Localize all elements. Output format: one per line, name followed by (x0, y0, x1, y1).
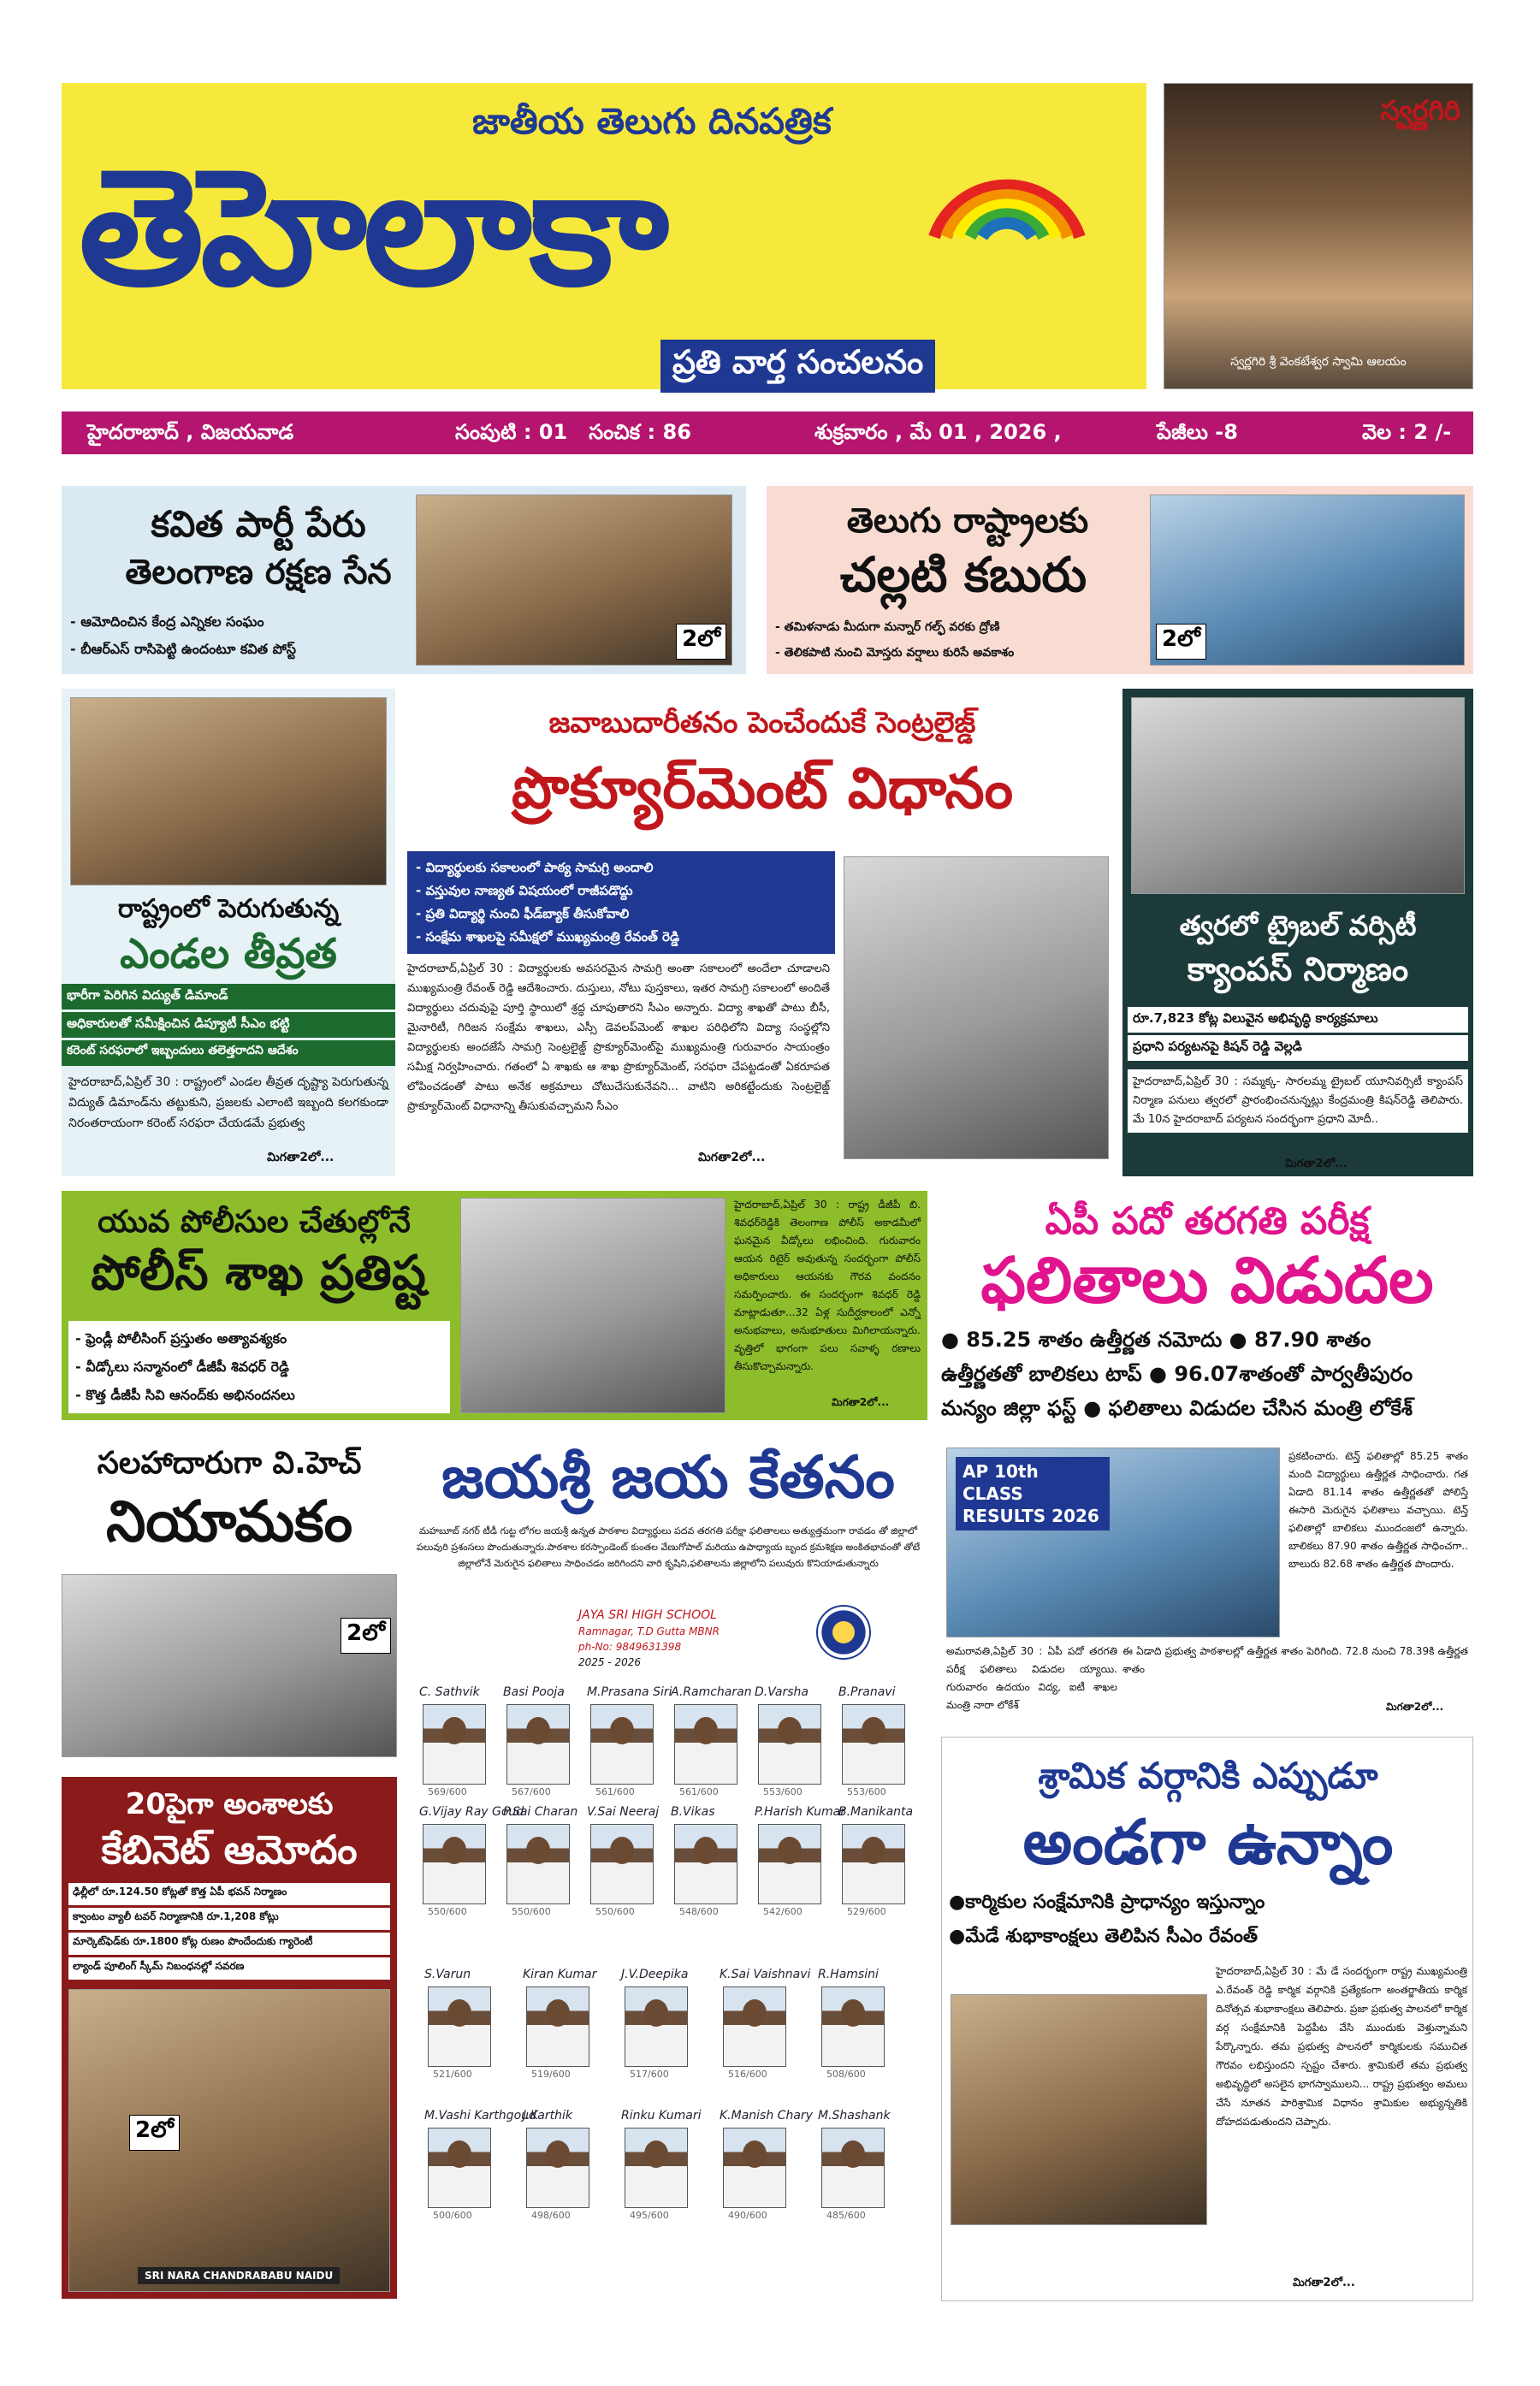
headline-line1: ఏపీ పదో తరగతి పరీక్ష (1045, 1199, 1370, 1243)
student-score: 569/600 (428, 1786, 467, 1797)
headline-line2: అండగా ఉన్నాం (1022, 1806, 1394, 1878)
student-score: 498/600 (531, 2210, 571, 2221)
student-photo (526, 2128, 589, 2208)
headline-line2: నియామకం (105, 1489, 353, 1554)
student-name: K.Manish Chary (720, 2109, 813, 2123)
banner-2: అధికారులతో సమీక్షించిన డిప్యూటీ సీఎం భట్టి (62, 1012, 395, 1038)
student-photo (674, 1704, 737, 1785)
lokesh-results-photo (946, 1448, 1280, 1637)
continue-tag: మిగతా2లో... (832, 1396, 890, 1408)
student-photo (590, 1824, 654, 1904)
student-score: 553/600 (763, 1786, 803, 1797)
banner-3: మార్కెట్‌ఫెడ్‌కు రూ.1800 కోట్ల రుణం పొందేందుకు గ్యారెంటీ (68, 1933, 390, 1955)
dgp-photo (460, 1198, 726, 1413)
student-name: D.Varsha (755, 1685, 808, 1699)
ad-brand: స్వర్ణగిరి (1380, 94, 1460, 127)
student-name: M.Vashi Karthgoud (424, 2109, 536, 2123)
student-photo (625, 1986, 688, 2067)
bullet-3: - కొత్త డీజీపీ సివి ఆనంద్‌కు అభినందనలు (75, 1387, 295, 1403)
volume-issue: సంపుటి : 01 సంచిక : 86 (455, 420, 691, 444)
bullet-2: - వస్తువుల నాణ్యత విషయంలో రాజీపడొద్దు (416, 883, 633, 898)
student-score: 529/600 (847, 1906, 886, 1917)
student-name: K.Sai Vaishnavi (720, 1968, 811, 1981)
page-count: పేజీలు -8 (1157, 420, 1238, 444)
student-photo (506, 1704, 570, 1785)
student-photo (723, 1986, 786, 2067)
school-logo (816, 1605, 871, 1660)
bhatti-photo (70, 697, 387, 885)
student-name: Rinku Kumari (621, 2109, 702, 2123)
story-body: హైదరాబాద్,ఏప్రిల్ 30 : విద్యార్థులకు అవసరమైన సామగ్రి అంతా సకాలంలో అందేలా చూడాలని ముఖ్యమంత్రి రేవంత్ రెడ్డి ఆదేశించారు. దుస్తులు, నోటు పుస్తకాలు, ఇతర సామగ్రి సకాలంలో అందితే విద్యార్థులు చదువుపై పూర్తి స్థాయిలో శ్రద్ధ చూపుతారని సీఎం అన్నారు. విద్యా శాఖతో పాటు బీసీ, మైనారిటీ, గిరిజన సంక్షేమ శాఖలు, ఎస్సీ డెవలప్‌మెంట్ శాఖల పరిధిలోని విద్యా సంస్థల్లోని విద్యార్థులకు అందజేసే సామగ్రి సెంట్రలైజ్డ్ ప్రొక్యూర్‌మెంట్‌పై ముఖ్యమంత్రి గురువారం సాయంత్రం సమీక్ష నిర్వహించారు. గతంలో ఏ శాఖకు ఆ శాఖ ప్రొక్యూర్‌మెంట్, సరఫరా చేపట్టడంతో ఏకరూపత లోపించడంతో పాటు అనేక అక్రమాలు చోటుచేసుకునేవని... వాటిని అరికట్టేందుకు సెంట్రలైజ్డ్ ప్రొక్యూర్‌మెంట్ విధానాన్ని తీసుకువచ్చామని సీఎం (407, 962, 830, 1113)
story-body-middle: ఈ ఏడాది ప్రభుత్వ పాఠశాలల్లో ఉత్తీర్ణత శాతం పెరిగింది. 72.8 నుంచి 78.39కి ఉత్తీర్ణత శాతం (1122, 1645, 1468, 1675)
story-body: హైదరాబాద్,ఏప్రిల్ 30 : రాష్ట్రంలో ఎండల తీవ్రత దృష్ట్యా పెరుగుతున్న విద్యుత్ డిమాండ్‌ను తట్టుకుని, ప్రజలకు ఎలాంటి ఇబ్బంది కలగకుండా నిరంతరాయంగా కరెంట్ సరఫరా చేయడమే ప్రభుత్వ (68, 1075, 388, 1130)
story-weather (767, 486, 1473, 674)
story-body: హైదరాబాద్,ఏప్రిల్ 30 : రాష్ట్ర డీజీపీ బి. శివధర్‌రెడ్డికి తెలంగాణ పోలీస్ అకాడమీలో ఘనమైన వీడ్కోలు లభించింది. గురువారం ఆయన రిటైర్ అవుతున్న సందర్భంగా పోలీస్ అధికారులు ఆయనకు గౌరవ వందనం సమర్పించారు. ఈ సందర్భంగా శివధర్ రెడ్డి మాట్లాడుతూ...32 ఏళ్ల సుదీర్ఘకాలంలో ఎన్నో అనుభవాలు, అనుభూతులు మిగిలాయన్నారు. వృత్తిలో భాగంగా పలు సవాళ్ళ రణాలు తీసుకొచ్చామన్నారు. (734, 1199, 921, 1372)
student-name: S.Varun (424, 1968, 471, 1981)
continue-tag: మిగతా2లో... (698, 1151, 766, 1164)
bullet-2: - తెలికపాటి నుంచి మోస్తరు వర్షాలు కురిసే అవకాశం (775, 646, 1015, 660)
headline-line1: సలహాదారుగా వి.హెచ్ (97, 1446, 362, 1481)
headline-line1: యువ పోలీసుల చేతుల్లోనే (98, 1205, 411, 1240)
student-photo (821, 1986, 885, 2067)
student-score: 548/600 (679, 1906, 719, 1917)
photo-caption: SRI NARA CHANDRABABU NAIDU (138, 2267, 340, 2284)
continue-tag: మిగతా2లో... (1293, 2276, 1355, 2289)
school-name: JAYA SRI HIGH SCHOOL (578, 1608, 717, 1622)
bullet-1: - తమిళనాడు మీదుగా మన్నార్ గల్ఫ్ వరకు ద్రోణి (775, 620, 1000, 634)
story-heatwave (62, 689, 395, 1176)
price: వెల : 2 /- (1362, 420, 1452, 444)
headline-line2: చల్లటి కబురు (839, 548, 1087, 603)
masthead-motto: ప్రతి వార్త సంచలనం (660, 340, 935, 393)
story-body: హైదరాబాద్,ఏప్రిల్ 30 : మే డే సందర్భంగా రాష్ట్ర ముఖ్యమంత్రి ఎ.రేవంత్ రెడ్డి కార్మిక వర్గానికి ప్రత్యేకంగా అంతర్జాతీయ కార్మిక దినోత్సవ శుభాకాంక్షలు తెలిపారు. ప్రజా ప్రభుత్వ పాలనలో కార్మిక వర్గ సంక్షేమానికి పెద్దపీట వేసి ముందుకు వెళ్తున్నామని పేర్కొన్నారు. తమ ప్రభుత్వ పాలనలో కార్మికులకు సముచిత గౌరవం లభిస్తుందని స్పష్టం చేశారు. శ్రామికులే తమ ప్రభుత్వ అభివృద్ధిలో అసలైన భాగస్వాములని... రాష్ట్ర ప్రభుత్వం అమలు చేసే నూతన పారిశ్రామిక విధానం శ్రామికుల అభ్యున్నతికి దోహదపడుతుందని చెప్పారు. (1216, 1965, 1467, 2128)
continue-tag: మిగతా2లో... (1285, 1157, 1348, 1170)
headline-line2: ఎండల తీవ్రత (120, 930, 337, 978)
student-score: 550/600 (428, 1906, 467, 1917)
rainbow-logo (917, 117, 1088, 246)
bullet-4: - సంక్షేమ శాఖలపై సమీక్షలో ముఖ్యమంత్రి రేవంత్ రెడ్డి (416, 929, 680, 944)
school-phone: ph-No: 9849631398 (578, 1641, 682, 1653)
student-score: 516/600 (728, 2069, 767, 2080)
masthead (62, 83, 1146, 389)
vh-photo (62, 1574, 397, 1757)
continue-tag: మిగతా2లో... (267, 1151, 335, 1164)
headline-line1: 20పైగా అంశాలకు (125, 1787, 334, 1821)
headline-line1: రాష్ట్రంలో పెరుగుతున్న (117, 894, 340, 924)
story-body-right: ప్రకటించారు. టెన్త్ ఫలితాల్లో 85.25 శాతం మంది విద్యార్థులు ఉత్తీర్ణత సాధించారు. గత ఏడాది 81.14 శాతం ఉత్తీర్ణతతో పోలిస్తే ఈసారి మెరుగైన ఫలితాలు వచ్చాయి. టెన్త్ ఫలితాల్లో బాలికలు ముందంజలో ఉన్నారు. బాలికలు 87.90 శాతం ఉత్తీర్ణత సాధించగా.. బాలురు 82.68 శాతం ఉత్తీర్ణత పొందారు. (1288, 1450, 1468, 1570)
student-score: 495/600 (630, 2210, 669, 2221)
student-score: 521/600 (433, 2069, 472, 2080)
bullet-box (407, 851, 835, 954)
story-vh-appointment (62, 1437, 397, 1762)
ad-caption: స్వర్ణగిరి శ్రీ వెంకటేశ్వర స్వామి ఆలయం (1230, 355, 1407, 369)
story-mayday (941, 1737, 1473, 2301)
revanth-mayday-photo (951, 1994, 1207, 2225)
student-name: A.Ramcharan (671, 1685, 752, 1699)
page2-tag: 2లో (341, 1618, 391, 1654)
headline-line1: శ్రామిక వర్గానికి ఎప్పుడూ (1038, 1755, 1378, 1797)
revanth-reddy-photo (844, 856, 1109, 1159)
story-tribal-university (1122, 689, 1473, 1176)
banner-4: ల్యాండ్ పూలింగ్ స్కీమ్ నిబంధనల్లో సవరణ (68, 1957, 390, 1980)
headline-line2: పోలీస్ శాఖ ప్రతిష్ట (91, 1246, 426, 1301)
student-score: 519/600 (531, 2069, 571, 2080)
chandrababu-photo (68, 1989, 390, 2292)
student-name: Kiran Kumar (523, 1968, 597, 1981)
masthead-title: తెహెలాకా (79, 134, 666, 322)
edition-cities: హైదరాబాద్ , విజయవాడ (87, 420, 294, 444)
bullet-1: - విద్యార్థులకు సకాలంలో పాఠ్య సామగ్రి అందాలి (416, 860, 654, 875)
student-photo (526, 1986, 589, 2067)
kavitha-photo (416, 494, 732, 666)
student-name: J.Karthik (523, 2109, 572, 2123)
student-score: 490/600 (728, 2210, 767, 2221)
student-name: P.Sai Charan (503, 1805, 578, 1819)
student-name: M.Shashank (818, 2109, 891, 2123)
headline-line1: తెలుగు రాష్ట్రాలకు (846, 501, 1089, 541)
issue-date: శుక్రవారం , మే 01 , 2026 , (814, 420, 1062, 444)
student-photo (423, 1824, 486, 1904)
student-score: 561/600 (679, 1786, 719, 1797)
student-photo (625, 2128, 688, 2208)
story-body: హైదరాబాద్,ఏప్రిల్ 30 : సమ్మక్క- సారలమ్మ ట్రైబల్ యూనివర్సిటీ క్యాంపస్ నిర్మాణ పనులు త్వరలో ప్రారంభించనున్నట్లు కేంద్రమంత్రి కిషన్‌రెడ్డి తెలిపారు. మే 10న హైదరాబాద్ పర్యటన సందర్భంగా ప్రధాని మోదీ.. (1128, 1069, 1468, 1133)
banner-3: కరెంట్ సరఫరాలో ఇబ్బందులు తలెత్తరాదని ఆదేశం (62, 1040, 395, 1066)
student-name: B.Vikas (671, 1805, 715, 1819)
student-score: 508/600 (826, 2069, 866, 2080)
headline: ప్రొక్యూర్‌మెంట్ విధానం (511, 755, 1014, 821)
results-banner: AP 10th CLASS RESULTS 2026 (956, 1457, 1110, 1530)
bullet-2: - వీడ్కోలు సన్మానంలో డీజీపీ శివధర్ రెడ్డి (75, 1359, 289, 1375)
student-photo (506, 1824, 570, 1904)
summary-line-3: మన్యం జిల్లా ఫస్ట్ ● ఫలితాలు విడుదల చేసిన మంత్రి లోకేశ్ (941, 1396, 1413, 1420)
page2-tag: 2లో (676, 624, 726, 660)
student-score: 561/600 (595, 1786, 635, 1797)
bullet-2: ●మేడే శుభాకాంక్షలు తెలిపిన సీఎం రేవంత్ (949, 1926, 1259, 1947)
student-name: M.Prasana Siri (587, 1685, 672, 1699)
student-score: 567/600 (512, 1786, 551, 1797)
student-name: G.Vijay Ray Goud (419, 1805, 524, 1819)
page2-tag: 2లో (129, 2115, 180, 2151)
student-name: C. Sathvik (419, 1685, 480, 1699)
student-photo (423, 1704, 486, 1785)
story-body-left: అమరావతి,ఏప్రిల్ 30 : ఏపీ పదో తరగతి పరీక్ష ఫలితాలు విడుదల య్యాయి. గురువారం ఉదయం విద్య, ఐటీ శాఖల మంత్రి నారా లోకేశ్ (946, 1645, 1117, 1711)
student-name: B.Manikanta (838, 1805, 914, 1819)
story-cabinet (62, 1777, 397, 2299)
story-police (62, 1191, 927, 1420)
bullet-2: - బీఆర్ఎస్ రాసిపెట్టి ఉందంటూ కవిత పోస్ట్ (70, 641, 297, 657)
temple-advertisement (1164, 83, 1473, 389)
info-bar (62, 411, 1473, 454)
student-photo (590, 1704, 654, 1785)
student-photo (758, 1824, 821, 1904)
story-procurement (407, 689, 1117, 1176)
umbrella-rain-photo (1150, 494, 1465, 666)
student-name: V.Sai Neeraj (587, 1805, 660, 1819)
student-score: 485/600 (826, 2210, 866, 2221)
student-name: J.V.Deepika (621, 1968, 689, 1981)
summary-line-1: ● 85.25 శాతం ఉత్తీర్ణత నమోదు ● 87.90 శాతం (941, 1328, 1371, 1352)
banner-1: రూ.7,823 కోట్ల విలువైన అభివృద్ధి కార్యక్రమాలు (1128, 1007, 1468, 1033)
student-photo (842, 1824, 905, 1904)
school-address: Ramnagar, T.D Gutta MBNR (578, 1625, 720, 1637)
headline-line1: త్వరలో ట్రైబల్ వర్సిటీ (1179, 909, 1417, 942)
student-score: 542/600 (763, 1906, 803, 1917)
headline-line2: క్యాంపస్ నిర్మాణం (1187, 950, 1409, 988)
continue-tag: మిగతా2లో... (1386, 1701, 1444, 1713)
headline-line2: తెలంగాణ రక్షణ సేన (125, 553, 392, 592)
banner-2: ప్రధాని పర్యటనపై కిషన్ రెడ్డి వెల్లడి (1128, 1035, 1468, 1061)
bullet-1: - ఆమోదించిన కేంద్ర ఎన్నికల సంఘం (70, 613, 264, 630)
student-name: B.Pranavi (838, 1685, 896, 1699)
student-name: R.Hamsini (818, 1968, 879, 1981)
academic-year: 2025 - 2026 (578, 1656, 642, 1668)
bullet-3: - ప్రతి విద్యార్థి నుంచి ఫీడ్‌బ్యాక్ తీసుకోవాలి (416, 906, 630, 921)
intro-text: మహబూబ్ నగర్ టీడీ గుట్ట లోగల జయశ్రీ ఉన్నత పాఠశాల విద్యార్థులు పదవ తరగతి పరీక్షా ఫలితాలలు అత్యుత్తమంగా రావడం తో జిల్లాలో పలువురి ప్రశంసలు పొందుతున్నారు.పాఠశాల కరస్పాండెంట్ కుంతల వేణుగోపాల్ మరియు ఉపాధ్యాయ బృంద క్రమశిక్షణ అంకితభావంతో తోటే జిల్లాలోనే మెరుగైన ఫలితాలు సాధించడం జరిగిందని వారి కృషిని,ఫలితాలను జిల్లాలోని పలువురు కొనియాడుతున్నారు (416, 1525, 921, 1569)
headline: జయశ్రీ జయ కేతనం (441, 1444, 895, 1512)
student-name: Basi Pooja (503, 1685, 565, 1699)
student-photo (842, 1704, 905, 1785)
student-score: 550/600 (512, 1906, 551, 1917)
student-photo (821, 2128, 885, 2208)
banner-1: భారీగా పెరిగిన విద్యుత్ డిమాండ్ (62, 984, 395, 1009)
masthead-tagline: జాతీయ తెలుగు దినపత్రిక (472, 100, 832, 142)
banner-2: క్వాంటం వ్యాలీ టవర్ నిర్మాణానికి రూ.1,208 కోట్లు (68, 1908, 390, 1930)
student-score: 553/600 (847, 1786, 886, 1797)
bullet-1: - ఫ్రెండ్లీ పోలీసింగ్ ప్రస్తుతం అత్యావశ్యకం (75, 1330, 287, 1347)
kicker: జవాబుదారీతనం పెంచేందుకే సెంట్రలైజ్డ్ (548, 706, 976, 740)
story-jayasri-school (407, 1437, 929, 2301)
story-kavitha-party (62, 486, 746, 674)
student-score: 550/600 (595, 1906, 635, 1917)
headline-line2: ఫలితాలు విడుదల (980, 1244, 1434, 1317)
story-ap-tenth-results (941, 1191, 1473, 1721)
student-score: 517/600 (630, 2069, 669, 2080)
headline-line2: కేబినెట్ ఆమోదం (101, 1827, 358, 1873)
summary-line-2: ఉత్తీర్ణతతో బాలికలు టాప్ ● 96.07శాతంతో పార్వతీపురం (941, 1362, 1413, 1386)
student-photo (758, 1704, 821, 1785)
bullet-box (68, 1321, 450, 1413)
headline-line1: కవిత పార్టీ పేరు (151, 503, 366, 545)
student-photo (723, 2128, 786, 2208)
student-score: 500/600 (433, 2210, 472, 2221)
student-photo (428, 2128, 491, 2208)
student-photo (428, 1986, 491, 2067)
page2-tag: 2లో (1156, 624, 1206, 660)
kishan-reddy-photo (1131, 697, 1465, 894)
banner-1: ఢిల్లీలో రూ.124.50 కోట్లతో కొత్త ఏపీ భవన్ నిర్మాణం (68, 1883, 390, 1905)
student-name: P.Harish Kumar (755, 1805, 845, 1819)
student-photo (674, 1824, 737, 1904)
bullet-1: ●కార్మికుల సంక్షేమానికి ప్రాధాన్యం ఇస్తున్నాం (949, 1892, 1265, 1913)
